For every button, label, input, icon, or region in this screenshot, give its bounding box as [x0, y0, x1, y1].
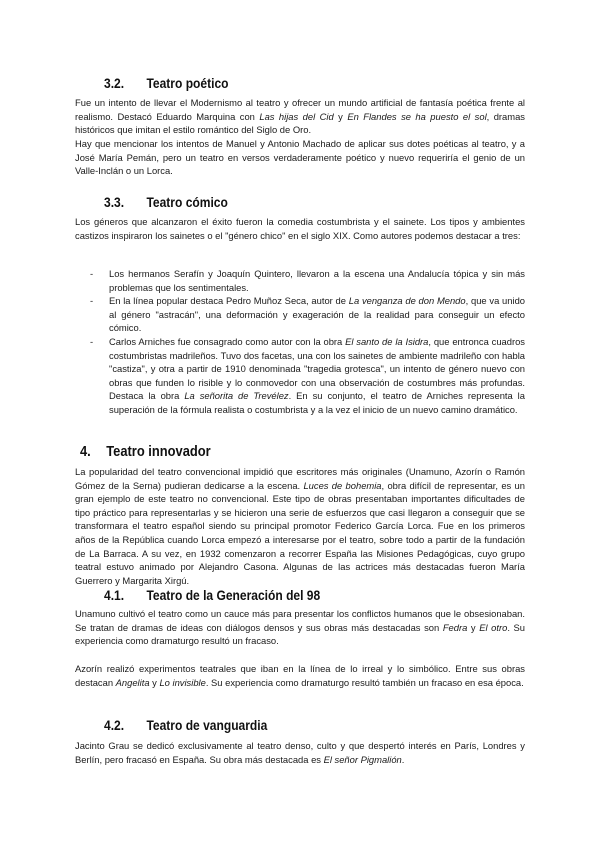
heading-3-3	[104, 193, 228, 211]
work-title: Fedra	[442, 621, 468, 633]
author-list	[75, 267, 525, 417]
heading-3-2	[104, 74, 229, 92]
paragraph: La popularidad del teatro convencional impidió que escritores más originales (Unamuno, Azorín o Ramón Gómez de la Serna) pudieran dedicarse a la escena. Luces de bohemia, obra difícil de representar, es un gran ejemplo de este teatro no convencional. Este tipo de obras presentaban importantes dificultades de tipo práctico para representarlas y se hicieron una serie de esfuerzos que casi llegaron a conseguir que se transformara el teatro español siendo su principal promotor Federico García Lorca. Fue en los primeros años de la República cuando Lorca empezó a interesarse por el teatro, sobre todo a partir de la fundación de La Barraca. A su vez, en 1932 comenzaron a recorrer España las Misiones Pedagógicas, cuyo grupo teatral estuvo animado por Alejandro Casona. Algunas de las actrices más destacadas fueron María Guerrero y Margarita Xirgú.	[75, 466, 525, 586]
work-title: Lo invisible	[159, 676, 206, 688]
work-title: Las hijas del Cid	[259, 110, 334, 122]
list-item: - Los hermanos Serafín y Joaquín Quintero, llevaron a la escena una Andalucía tópica y sin más problemas que los sentimentales.	[90, 268, 525, 293]
work-title: Angelita	[115, 676, 150, 688]
section-title: Teatro poético	[146, 75, 229, 91]
heading-4-2	[104, 716, 267, 734]
paragraph: Los géneros que alcanzaron el éxito fueron la comedia costumbrista y el sainete. Los tipos y ambientes castizos inspiraron los sainetes o el "género chico" en el siglo XIX. Como autores podemos destacar a tres:	[75, 216, 525, 241]
section-number: 4.	[80, 443, 91, 460]
section-title: Teatro innovador	[106, 443, 211, 460]
work-title: La señorita de Trevélez	[184, 390, 289, 402]
work-title: El otro	[479, 621, 508, 633]
section-number: 3.3.	[104, 194, 125, 210]
paragraph: Hay que mencionar los intentos de Manuel y Antonio Machado de aplicar sus dotes poéticas al teatro, y a José María Pemán, pero un teatro en versos verdaderamente poético y nuevo requeriría el genio de un Valle-Inclán o un Lorca.	[75, 138, 525, 177]
section-number: 4.1.	[104, 587, 125, 603]
work-title: La venganza de don Mendo	[348, 295, 466, 307]
heading-4-1	[104, 586, 320, 604]
list-item: - En la línea popular destaca Pedro Muñoz Seca, autor de La venganza de don Mendo, que va unido al género "astracán", una deformación y exageración de la realidad para conseguir un efecto cómico.	[90, 295, 525, 334]
paragraph: Fue un intento de llevar el Modernismo al teatro y ofrecer un mundo artificial de fantasía poética frente al realismo. Destacó Eduardo Marquina con Las hijas del Cid y En Flandes se ha puesto el sol, dramas históricos que imitan el estilo romántico del Siglo de Oro.	[75, 97, 525, 136]
section-number: 3.2.	[104, 75, 125, 91]
section-title: Teatro de vanguardia	[146, 717, 268, 733]
section-title: Teatro de la Generación del 98	[146, 587, 321, 603]
list-item: - Carlos Arniches fue consagrado como autor con la obra El santo de la Isidra, que entronca cuadros costumbristas madrileños. Tuvo dos facetas, una con los sainetes de ambiente madrileño con habla "castiza", y otra a partir de 1910 denominada "tragedia grotesca", un intento de género nuevo con obras que funden lo risible y lo conmovedor con una observación de costumbres más profundas. Destaca la obra La señorita de Trevélez. En su conjunto, el teatro de Arniches representa la superación de la fórmula realista o costumbrista y a la vez el inicio de un nuevo camino dramático.	[90, 335, 525, 415]
paragraph: Unamuno cultivó el teatro como un cauce más para presentar los conflictos humanos que le obsesionaban. Se tratan de dramas de ideas con diálogos densos y sus obras más destacadas son Fedra y El otro. Su experiencia como dramaturgo resultó un fracaso.	[75, 608, 526, 647]
paragraph: Jacinto Grau se dedicó exclusivamente al teatro denso, culto y que despertó interés en París, Londres y Berlín, pero fracasó en España. Su obra más destacada es El señor Pigmalión.	[75, 740, 525, 765]
section-number: 4.2.	[104, 717, 125, 733]
paragraph: Azorín realizó experimentos teatrales que iban en la línea de lo irreal y lo simbólico. Entre sus obras destacan Angelita y Lo invisible. Su experiencia como dramaturgo resultó también un fracaso en esa época.	[75, 663, 525, 688]
heading-4	[80, 442, 211, 461]
section-title: Teatro cómico	[146, 194, 228, 210]
work-title: El santo de la Isidra	[345, 335, 429, 347]
work-title: En Flandes se ha puesto el sol	[347, 110, 487, 122]
work-title: El señor Pigmalión	[323, 753, 402, 765]
work-title: Luces de bohemia	[303, 479, 382, 491]
